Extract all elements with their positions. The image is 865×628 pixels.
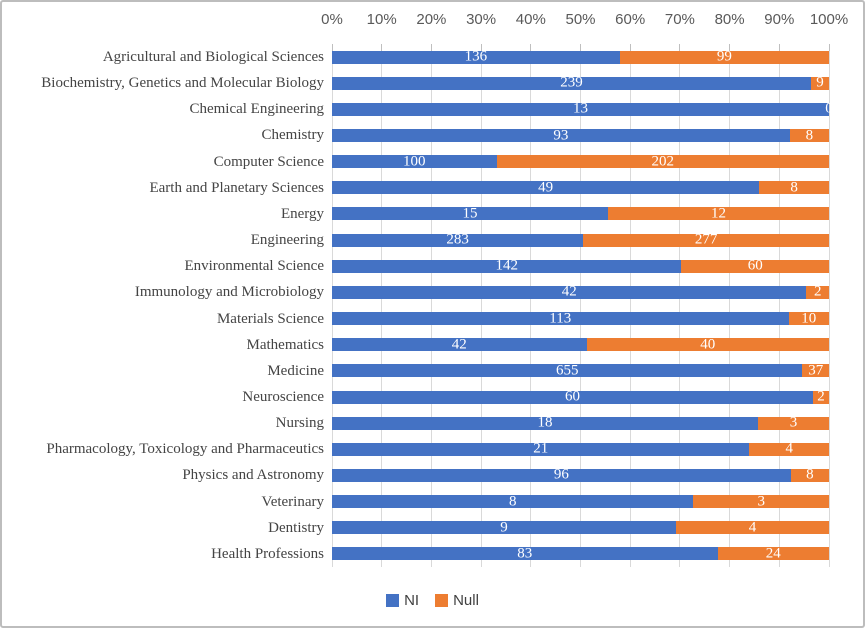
bar-segment-null[interactable] bbox=[806, 283, 829, 300]
data-label-ni: 283 bbox=[446, 231, 469, 248]
bar-row bbox=[332, 257, 829, 274]
bar-row bbox=[332, 48, 829, 65]
bar-segment-ni[interactable] bbox=[332, 207, 608, 220]
data-label-ni: 96 bbox=[553, 466, 569, 483]
bar-segment-ni[interactable] bbox=[332, 364, 802, 377]
bar-segment-ni[interactable] bbox=[332, 48, 620, 65]
data-label-null: 8 bbox=[805, 127, 814, 144]
x-axis-tick-label: 100% bbox=[809, 11, 849, 28]
category-axis bbox=[2, 44, 324, 567]
bar-row bbox=[332, 414, 829, 431]
bar-segment-null[interactable] bbox=[583, 231, 829, 248]
bar-segment-null[interactable] bbox=[681, 257, 829, 274]
bar-segment-null[interactable] bbox=[811, 74, 829, 91]
x-axis-tick-label: 40% bbox=[515, 11, 546, 28]
bar-segment-null[interactable] bbox=[791, 466, 829, 483]
data-label-null: 40 bbox=[700, 336, 716, 353]
bar-segment-ni[interactable] bbox=[332, 388, 813, 405]
data-label-ni: 18 bbox=[537, 414, 553, 431]
data-label-ni: 15 bbox=[462, 205, 478, 222]
bar-segment-ni[interactable] bbox=[332, 181, 759, 194]
bar-segment-ni[interactable] bbox=[332, 466, 791, 483]
data-label-null: 3 bbox=[789, 414, 798, 431]
bar-segment-ni[interactable] bbox=[332, 100, 829, 117]
bar-row bbox=[332, 338, 829, 351]
category-label: Computer Science bbox=[213, 153, 324, 170]
bar-row bbox=[332, 181, 829, 194]
data-label-ni: 42 bbox=[451, 336, 467, 353]
bar-segment-ni[interactable] bbox=[332, 283, 806, 300]
data-label-null: 202 bbox=[651, 153, 675, 170]
data-label-null: 2 bbox=[817, 388, 825, 405]
bar-row bbox=[332, 312, 829, 325]
legend-swatch-icon bbox=[435, 594, 448, 607]
bar-row bbox=[332, 231, 829, 248]
data-label-ni: 136 bbox=[464, 48, 488, 65]
data-label-ni: 49 bbox=[538, 179, 554, 196]
data-label-ni: 239 bbox=[560, 74, 583, 91]
x-axis-tick-label: 0% bbox=[321, 11, 343, 28]
data-label-null: 8 bbox=[806, 466, 814, 483]
x-axis-tick-label: 70% bbox=[664, 11, 695, 28]
bar-row bbox=[332, 495, 829, 508]
legend-entry[interactable] bbox=[435, 592, 479, 609]
gridline bbox=[779, 44, 780, 567]
bar-segment-null[interactable] bbox=[802, 364, 829, 377]
bar-segment-null[interactable] bbox=[759, 181, 829, 194]
bar-segment-null[interactable] bbox=[693, 495, 829, 508]
bar-segment-ni[interactable] bbox=[332, 414, 758, 431]
data-label-ni: 13 bbox=[573, 100, 588, 117]
x-axis-tick-label: 80% bbox=[714, 11, 745, 28]
bar-segment-null[interactable] bbox=[587, 338, 829, 351]
bar-segment-null[interactable] bbox=[718, 547, 829, 560]
gridline bbox=[829, 44, 830, 567]
x-axis-tick-label: 10% bbox=[366, 11, 397, 28]
category-label: Immunology and Microbiology bbox=[134, 284, 324, 301]
x-axis-tick-label: 90% bbox=[764, 11, 795, 28]
bar-segment-ni[interactable] bbox=[332, 495, 693, 508]
legend-swatch-icon bbox=[386, 594, 399, 607]
data-label-ni: 93 bbox=[553, 127, 569, 144]
bar-segment-ni[interactable] bbox=[332, 257, 681, 274]
data-label-ni: 113 bbox=[549, 310, 572, 327]
bar-segment-null[interactable] bbox=[497, 155, 829, 168]
bar-row bbox=[332, 100, 833, 117]
data-label-null: 9 bbox=[816, 74, 824, 91]
category-label: Pharmacology, Toxicology and Pharmaceutics bbox=[46, 441, 324, 458]
bar-row bbox=[332, 207, 829, 220]
bar-row bbox=[332, 521, 829, 534]
x-axis-tick-label: 50% bbox=[565, 11, 596, 28]
gridline bbox=[630, 44, 631, 567]
data-label-null: 4 bbox=[748, 519, 757, 536]
bar-segment-ni[interactable] bbox=[332, 129, 790, 142]
data-label-null: 3 bbox=[757, 493, 765, 510]
bar-row bbox=[332, 547, 829, 560]
category-label: Energy bbox=[280, 205, 324, 222]
bar-segment-ni[interactable] bbox=[332, 338, 587, 351]
gridline bbox=[729, 44, 730, 567]
bar-segment-ni[interactable] bbox=[332, 155, 497, 168]
data-label-null: 99 bbox=[716, 48, 732, 65]
legend-label: Null bbox=[453, 591, 479, 609]
category-label: Health Professions bbox=[211, 545, 324, 562]
category-label: Medicine bbox=[267, 362, 324, 379]
data-label-null: 60 bbox=[747, 257, 763, 274]
x-axis-tick-label: 60% bbox=[615, 11, 646, 28]
bar-segment-ni[interactable] bbox=[332, 74, 811, 91]
data-label-null: 24 bbox=[765, 545, 781, 562]
category-label: Neuroscience bbox=[242, 388, 324, 405]
legend-entry[interactable] bbox=[386, 592, 419, 609]
bar-segment-null[interactable] bbox=[813, 388, 829, 405]
gridline bbox=[530, 44, 531, 567]
bar-row bbox=[332, 283, 829, 300]
bar-row bbox=[332, 440, 829, 457]
bar-segment-null[interactable] bbox=[789, 312, 829, 325]
bar-row bbox=[332, 74, 829, 91]
bar-segment-null[interactable] bbox=[608, 207, 829, 220]
category-label: Chemistry bbox=[261, 127, 324, 144]
bar-row bbox=[332, 155, 829, 168]
gridline bbox=[679, 44, 680, 567]
category-label: Engineering bbox=[250, 232, 324, 249]
gridline bbox=[431, 44, 432, 567]
bar-segment-null[interactable] bbox=[676, 521, 829, 534]
gridline bbox=[381, 44, 382, 567]
data-label-null: 8 bbox=[790, 179, 798, 196]
bar-segment-ni[interactable] bbox=[332, 440, 749, 457]
category-label: Environmental Science bbox=[184, 258, 324, 275]
plot-area bbox=[332, 44, 833, 567]
category-label: Earth and Planetary Sciences bbox=[149, 179, 324, 196]
bar-segment-ni[interactable] bbox=[332, 312, 789, 325]
data-label-ni: 42 bbox=[561, 283, 577, 300]
data-label-ni: 60 bbox=[564, 388, 580, 405]
data-label-ni: 142 bbox=[495, 257, 518, 274]
bar-row bbox=[332, 129, 829, 142]
data-label-null: 10 bbox=[801, 310, 817, 327]
gridline bbox=[580, 44, 581, 567]
data-label-null: 12 bbox=[711, 205, 727, 222]
data-label-null: 37 bbox=[808, 362, 824, 379]
x-axis-tick-label: 20% bbox=[416, 11, 447, 28]
bar-segment-null[interactable] bbox=[620, 48, 829, 65]
data-label-ni: 21 bbox=[533, 440, 549, 457]
gridline bbox=[332, 44, 333, 567]
data-label-null: 0 bbox=[825, 100, 833, 117]
category-label: Agricultural and Biological Sciences bbox=[102, 49, 324, 65]
bar-segment-null[interactable] bbox=[749, 440, 829, 457]
category-label: Veterinary bbox=[261, 493, 324, 510]
bar-segment-null[interactable] bbox=[790, 129, 829, 142]
bar-row bbox=[332, 364, 829, 377]
bar-row bbox=[332, 388, 829, 405]
data-label-ni: 83 bbox=[517, 545, 533, 562]
category-label: Nursing bbox=[275, 415, 324, 432]
category-label: Chemical Engineering bbox=[189, 101, 324, 118]
x-axis bbox=[321, 11, 849, 31]
bar-segment-ni[interactable] bbox=[332, 231, 583, 248]
legend bbox=[2, 590, 863, 610]
legend-label: NI bbox=[404, 591, 420, 609]
category-label: Materials Science bbox=[216, 310, 324, 327]
bar-segment-ni[interactable] bbox=[332, 521, 676, 534]
x-axis-tick-label: 30% bbox=[466, 11, 497, 28]
data-label-null: 2 bbox=[813, 283, 822, 300]
data-label-null: 277 bbox=[694, 231, 718, 248]
bar-row bbox=[332, 466, 829, 483]
category-label: Dentistry bbox=[268, 519, 324, 536]
bar-segment-null[interactable] bbox=[758, 414, 829, 431]
data-label-ni: 655 bbox=[555, 362, 579, 379]
data-label-ni: 100 bbox=[403, 153, 426, 170]
data-label-null: 4 bbox=[785, 440, 793, 457]
data-label-ni: 8 bbox=[508, 493, 517, 510]
category-label: Physics and Astronomy bbox=[182, 467, 324, 484]
category-label: Biochemistry, Genetics and Molecular Biology bbox=[41, 75, 324, 92]
data-label-ni: 9 bbox=[500, 519, 508, 536]
bar-segment-ni[interactable] bbox=[332, 547, 718, 560]
gridline bbox=[481, 44, 482, 567]
category-label: Mathematics bbox=[246, 336, 324, 353]
